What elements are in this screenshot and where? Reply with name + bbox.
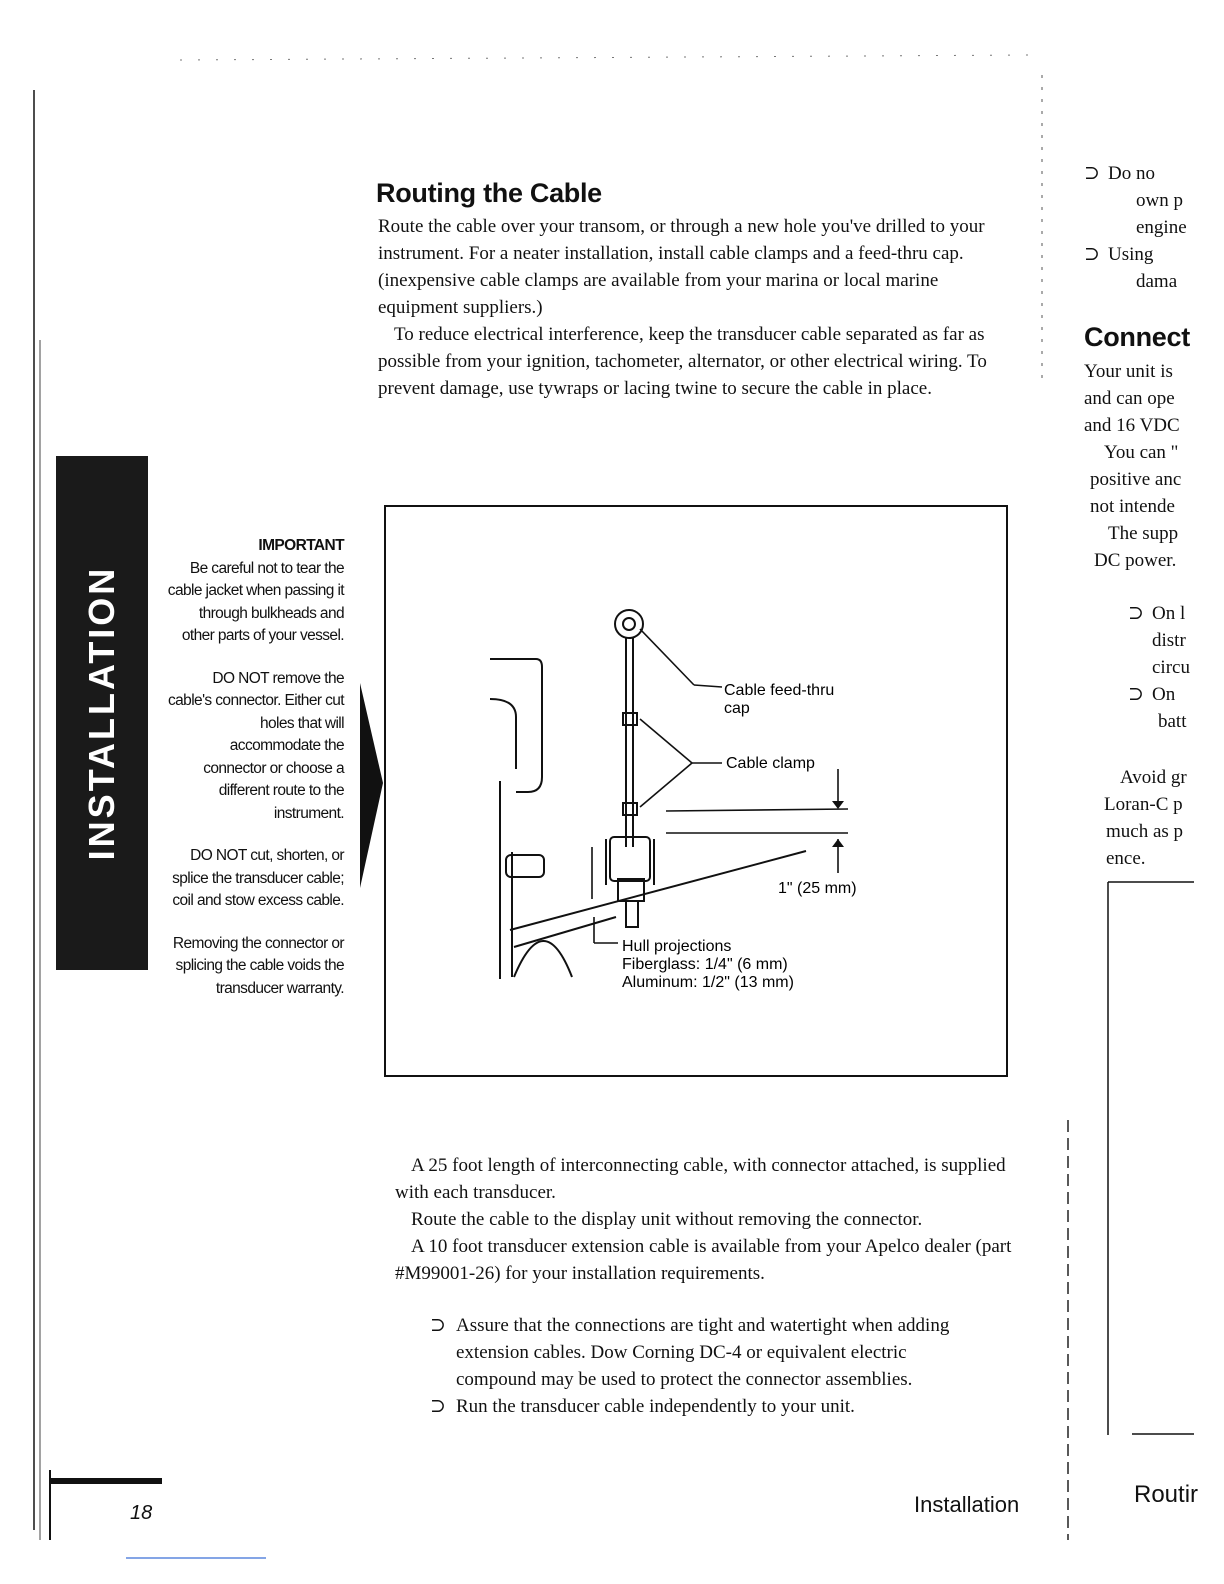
text-line: Avoid gr <box>1120 767 1187 788</box>
list-item: ⊃ Do no <box>1084 160 1224 187</box>
list-item: dama <box>1136 271 1178 292</box>
figure-drawing <box>386 507 1006 1075</box>
margin-note: Removing the connector or splicing the cable voids the transducer warranty. <box>172 934 344 997</box>
lower-paragraph-1: A 25 foot length of interconnecting cable, with connector attached, is supplied with each transducer. <box>395 1155 1006 1203</box>
text-line: ence. <box>1106 848 1146 869</box>
callout-arrow-icon <box>355 683 387 893</box>
label-fiberglass: Fiberglass: 1/4" (6 mm) <box>622 956 788 973</box>
top-scan-specks <box>180 55 1030 60</box>
lower-bullets <box>430 1312 970 1420</box>
bullet-icon: ⊃ <box>1128 684 1144 705</box>
leader-clamp-lower <box>640 763 692 807</box>
installation-side-tab <box>56 456 148 970</box>
page-number: 18 <box>130 1502 153 1524</box>
bullet-icon: ⊃ <box>1084 244 1100 265</box>
label-feed-thru-cap: cap <box>724 700 750 717</box>
list-item: ⊃ On <box>1128 681 1224 708</box>
footer-section-label: Installation <box>914 1492 1020 1517</box>
margin-note: DO NOT cut, shorten, or splice the transducer cable; coil and stow excess cable. <box>172 847 344 909</box>
intro-paragraph-2: To reduce electrical interference, keep the transducer cable separated as far as possible from your ignition, tachometer, alternator, or other electrical wiring. To prevent damage, use tywraps or lacing twine to secure the cable in place. <box>378 324 987 399</box>
adjacent-page-bullets-2 <box>1128 600 1224 735</box>
text-line: and 16 VDC <box>1084 415 1180 436</box>
text-line: Your unit is <box>1084 361 1173 382</box>
leader-feed-thru <box>640 629 694 685</box>
dimension-line-upper <box>666 809 848 811</box>
text-line: much as p <box>1106 821 1184 842</box>
text-line: and can ope <box>1084 388 1175 409</box>
hull-curve <box>514 941 572 977</box>
transducer-stem <box>626 901 638 927</box>
transducer-cable-figure <box>384 505 1008 1077</box>
text-line: positive anc <box>1090 469 1182 490</box>
bullet-icon: ⊃ <box>1084 163 1100 184</box>
adjacent-page-bullets <box>1084 160 1224 295</box>
list-item: distr <box>1152 630 1186 651</box>
hull-inner-outline <box>490 699 516 769</box>
label-dimension: 1" (25 mm) <box>778 880 857 897</box>
text-line: You can " <box>1104 442 1179 463</box>
label-hull-projections: Hull projections <box>622 938 732 955</box>
bullet-icon: ⊃ <box>1128 603 1144 624</box>
text-line: The supp <box>1108 523 1179 544</box>
list-item: ⊃ Run the transducer cable independently to your unit. <box>430 1393 970 1420</box>
lower-paragraph-2: Route the cable to the display unit without removing the connector. <box>411 1209 923 1230</box>
leader-clamp-upper <box>640 719 692 763</box>
hull-bottom-line <box>510 851 806 930</box>
lower-paragraph-3: A 10 foot transducer extension cable is available from your Apelco dealer (part #M99001-26) for your installation requirements. <box>395 1236 1012 1284</box>
adjacent-page-heading: Connect <box>1084 322 1190 352</box>
margin-note: Be careful not to tear the cable jacket when passing it through bulkheads and other parts of your vessel. <box>167 559 344 644</box>
feed-thru-cap <box>615 610 643 638</box>
margin-note: DO NOT remove the cable's connector. Either cut holes that will accommodate the connector or choose a different route to the instrument. <box>168 669 344 822</box>
dimension-arrowhead-up <box>832 839 844 847</box>
section-title: Routing the Cable <box>376 178 602 208</box>
text-line: Loran-C p <box>1104 794 1183 815</box>
list-item: ⊃ On l <box>1128 600 1224 627</box>
side-tab-label: INSTALLATION <box>81 565 122 861</box>
list-item: ⊃ Assure that the connections are tight and watertight when adding extension cables. Dow Corning DC-4 or equivalent electric compound may be used to protect the connector assemblies. <box>430 1312 970 1393</box>
adjacent-footer-label: Routir <box>1134 1481 1199 1508</box>
lower-text <box>395 1152 1015 1287</box>
leader-feed-thru-end <box>694 685 722 687</box>
adjacent-page-paragraph-2 <box>1104 764 1224 872</box>
adjacent-page-paragraph <box>1084 358 1224 574</box>
list-item: engine <box>1136 217 1187 238</box>
dimension-arrowhead-down <box>832 801 844 809</box>
list-item: circu <box>1152 657 1190 678</box>
important-title: IMPORTANT <box>258 537 344 554</box>
label-aluminum: Aluminum: 1/2" (13 mm) <box>622 974 794 991</box>
list-item: batt <box>1158 711 1187 732</box>
transducer-body <box>610 837 650 881</box>
feed-thru-cap-hole <box>623 618 635 630</box>
label-cable-clamp: Cable clamp <box>726 755 815 772</box>
intro-paragraph-1: Route the cable over your transom, or through a new hole you've drilled to your instrument. For a neater installation, install cable clamps and a feed-thru cap. (inexpensive cable clamps are available from your marina or local marine equipment suppliers.) <box>378 216 985 318</box>
text-line: DC power. <box>1094 550 1177 571</box>
margin-notes <box>166 535 344 1020</box>
intro-text <box>378 213 998 402</box>
label-feed-thru: Cable feed-thru <box>724 682 835 699</box>
list-item: ⊃ Using <box>1084 241 1224 268</box>
list-item: own p <box>1136 190 1183 211</box>
text-line: not intende <box>1090 496 1175 517</box>
